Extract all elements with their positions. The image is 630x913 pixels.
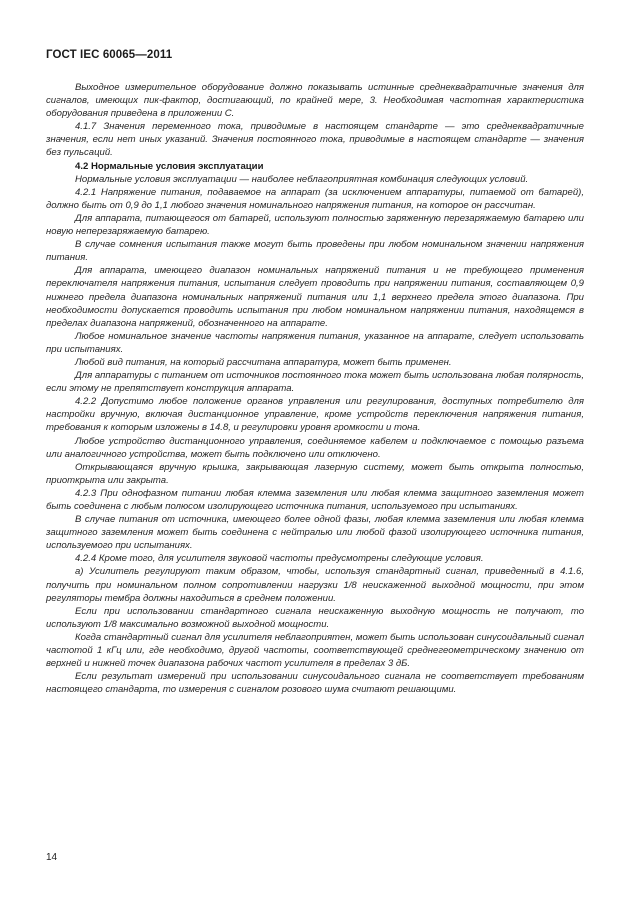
paragraph: Для аппарата, имеющего диапазон номинальных напряжений питания и не требующего применения переключателя напряжения питания, испытания следует проводить при напряжении питания, составляющем 0,9 нижнего предела диапазона номинальных напряжений питания или 1,1 верхнего предела этого диапазона. При необходимости допускается проводить испытания при любом номинальном напряжении питания, находящемся в пределах диапазона напряжений, обозначенного на аппарате. (46, 265, 584, 329)
document-body (46, 81, 584, 696)
paragraph: Нормальные условия эксплуатации — наиболее неблагоприятная комбинация следующих условий. (75, 173, 529, 185)
paragraph: Открывающаяся вручную крышка, закрывающая лазерную систему, может быть открыта полностью, приоткрыта или закрыта. (46, 461, 584, 486)
paragraph: 4.2.1 Напряжение питания, подаваемое на аппарат (за исключением аппаратуры, питаемой от батарей), должно быть от 0,9 до 1,1 любого значения номинального напряжения питания, на которое он рассчитан. (46, 186, 584, 211)
paragraph: Для аппарата, питающегося от батарей, используют полностью заряженную перезаряжаемую батарею или новую неперезаряжаемую батарею. (46, 212, 584, 238)
paragraph: В случае сомнения испытания также могут быть проведены при любом номинальном значении напряжения питания. (46, 239, 584, 264)
paragraph: Когда стандартный сигнал для усилителя неблагоприятен, может быть использован синусоидальный сигнал частотой 1 кГц или, где необходимо, другой частоты, соответствующей среднегеометрическому значению от верхней и нижней точек диапазона рабочих частот усилителя в пределах 3 дБ. (46, 631, 584, 670)
paragraph: Любое номинальное значение частоты напряжения питания, указанное на аппарате, следует использовать при испытаниях. (46, 330, 584, 355)
paragraph: Любое устройство дистанционного управления, соединяемое кабелем и подключаемое с помощью разъема или аналогичного устройства, может быть подключено или отключено. (46, 435, 584, 460)
paragraph: 4.2.2 Допустимо любое положение органов управления или регулирования, доступных потребителю для настройки вручную, включая дистанционное управление, кроме устройств переключения напряжения питания, требования к которым изложены в 14.8, и регулировки уровня громкости и тона. (46, 396, 584, 434)
section-heading: 4.2 Нормальные условия эксплуатации (75, 160, 264, 172)
paragraph: Выходное измерительное оборудование должно показывать истинные среднеквадратичные значения для сигналов, имеющих пик-фактор, достигающий, по крайней мере, 3. Необходимая частотная характеристика оборудования приведена в приложении С. (46, 82, 584, 120)
page-number: 14 (46, 852, 58, 863)
paragraph: 4.1.7 Значения переменного тока, приводимые в настоящем стандарте — это среднеквадратичные значения, если нет иных указаний. Значения постоянного тока, приводимые в настоящем стандарте — значения без пульсаций. (46, 121, 584, 159)
paragraph: Для аппаратуры с питанием от источников постоянного тока может быть использована любая полярность, если этому не препятствует конструкция аппарата. (46, 370, 584, 395)
paragraph: 4.2.3 При однофазном питании любая клемма заземления или любая клемма защитного заземления может быть соединена с любым полюсом изолирующего источника питания, используемого при испытаниях. (46, 487, 584, 512)
paragraph: 4.2.4 Кроме того, для усилителя звуковой частоты предусмотрены следующие условия. (75, 553, 484, 565)
paragraph: Если при использовании стандартного сигнала неискаженную выходную мощность не получают, то используют 1/8 максимально возможной выходной мощности. (46, 605, 584, 630)
document-header: ГОСТ IEC 60065—2011 (46, 49, 173, 61)
paragraph: а) Усилитель регулируют таким образом, чтобы, используя стандартный сигнал, приведенный в 4.1.6, получить при номинальном полном сопротивлении нагрузки 1/8 неискаженной выходной мощности, при этом регуляторы тембра должны находиться в среднем положении. (46, 566, 584, 604)
paragraph: Любой вид питания, на который рассчитана аппаратура, может быть применен. (75, 356, 452, 368)
paragraph: В случае питания от источника, имеющего более одной фазы, любая клемма заземления или любая клемма защитного заземления может быть соединена с нейтралью или любой фазой изолирующего источника питания, используемого при испытаниях. (46, 514, 584, 552)
paragraph: Если результат измерений при использовании синусоидального сигнала не соответствует требованиям настоящего стандарта, то измерения с сигналом розового шума считают решающими. (46, 671, 584, 696)
